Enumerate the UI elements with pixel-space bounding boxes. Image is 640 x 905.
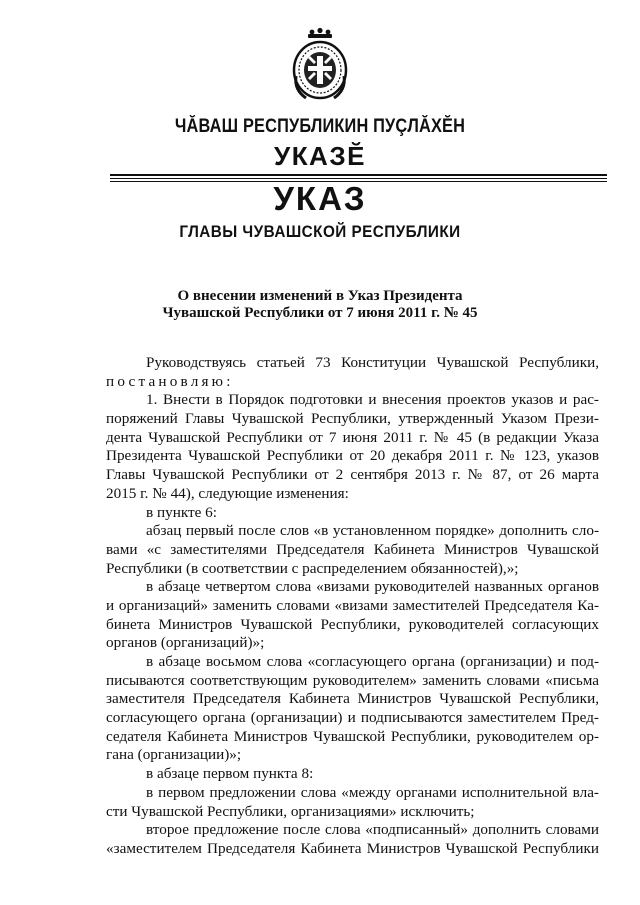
body-line: Главы Чувашской Республики от 2 сентября 2013 г. № 87, от 26 марта (106, 466, 599, 484)
body-line: 1. Внести в Порядок подготовки и внесения проектов указов и рас- (146, 391, 599, 409)
body-line: гана (организации)»; (106, 746, 242, 764)
document-title (0, 288, 640, 322)
body-line: согласующего органа (организации) и подписываются заместителем Пред- (106, 709, 599, 727)
body-line: органов (организаций)»; (106, 634, 265, 652)
coat-of-arms-emblem (288, 26, 352, 104)
body-line: «заместителем Председателя Кабинета Министров Чувашской Республики (106, 839, 599, 857)
body-line: постановляю: (106, 372, 234, 390)
body-line: в абзаце восьмом слова «согласующего органа (организации) и под- (146, 653, 599, 670)
body-line: абзац первый после слов «в установленном порядке» дополнить сло- (146, 522, 599, 540)
body-line: в пункте 6: (146, 503, 217, 521)
header-divider-thick (110, 174, 607, 176)
russian-header-line2: ГЛАВЫ ЧУВАШСКОЙ РЕСПУБЛИКИ (179, 222, 461, 241)
russian-header-line1: УКАЗ (273, 180, 367, 217)
chuvash-header-line2: УКАЗĔ (274, 141, 366, 171)
body-line: 2015 г. № 44), следующие изменения: (106, 484, 349, 502)
body-line: бинета Министров Чувашской Республики, руководителей согласующих (106, 615, 599, 633)
body-line: вами «с заместителями Председателя Кабинета Министров Чувашской (106, 540, 599, 558)
body-line: Президента Чувашской Республики от 20 декабря 2011 г. № 123, указов (106, 447, 599, 465)
body-line: сти Чувашской Республики, организациями» исключить; (106, 802, 475, 820)
header-divider-thin (110, 178, 607, 179)
body-line: поряжений Главы Чувашской Республики, утвержденный Указом Прези- (106, 410, 599, 428)
body-line: в абзаце первом пункта 8: (146, 765, 314, 783)
document-title-line2: Чувашской Республики от 7 июня 2011 г. № 45 (162, 305, 478, 321)
body-line: в абзаце четвертом слова «визами руководителей названных органов (146, 578, 599, 596)
body-line: в первом предложении слова «между органами исполнительной вла- (146, 783, 599, 801)
body-line: дента Чувашской Республики от 7 июня 2011 г. № 45 (в редакции Указа (106, 428, 599, 446)
document-body (106, 354, 599, 859)
body-line: второе предложение после слова «подписанный» дополнить словами (146, 821, 599, 839)
body-line: Руководствуясь статьей 73 Конституции Чувашской Республики, (146, 354, 599, 371)
body-line: заместителя Председателя Кабинета Министров Чувашской Республики, (106, 690, 599, 708)
chuvash-header-line1: ЧĂВАШ РЕСПУБЛИКИН ПУÇЛĂХĔН (174, 116, 466, 137)
body-line: писываются соответствующим руководителем» заменить словами «письма (106, 671, 599, 689)
body-line: и организаций» заменить словами «визами заместителей Председателя Ка- (106, 596, 599, 614)
document-title-line1: О внесении изменений в Указ Президента (177, 288, 463, 304)
body-line: седателя Кабинета Министров Чувашской Республики, руководителем ор- (106, 727, 599, 745)
body-line: Республики (в соответствии с распределением обязанностей),»; (106, 559, 519, 577)
